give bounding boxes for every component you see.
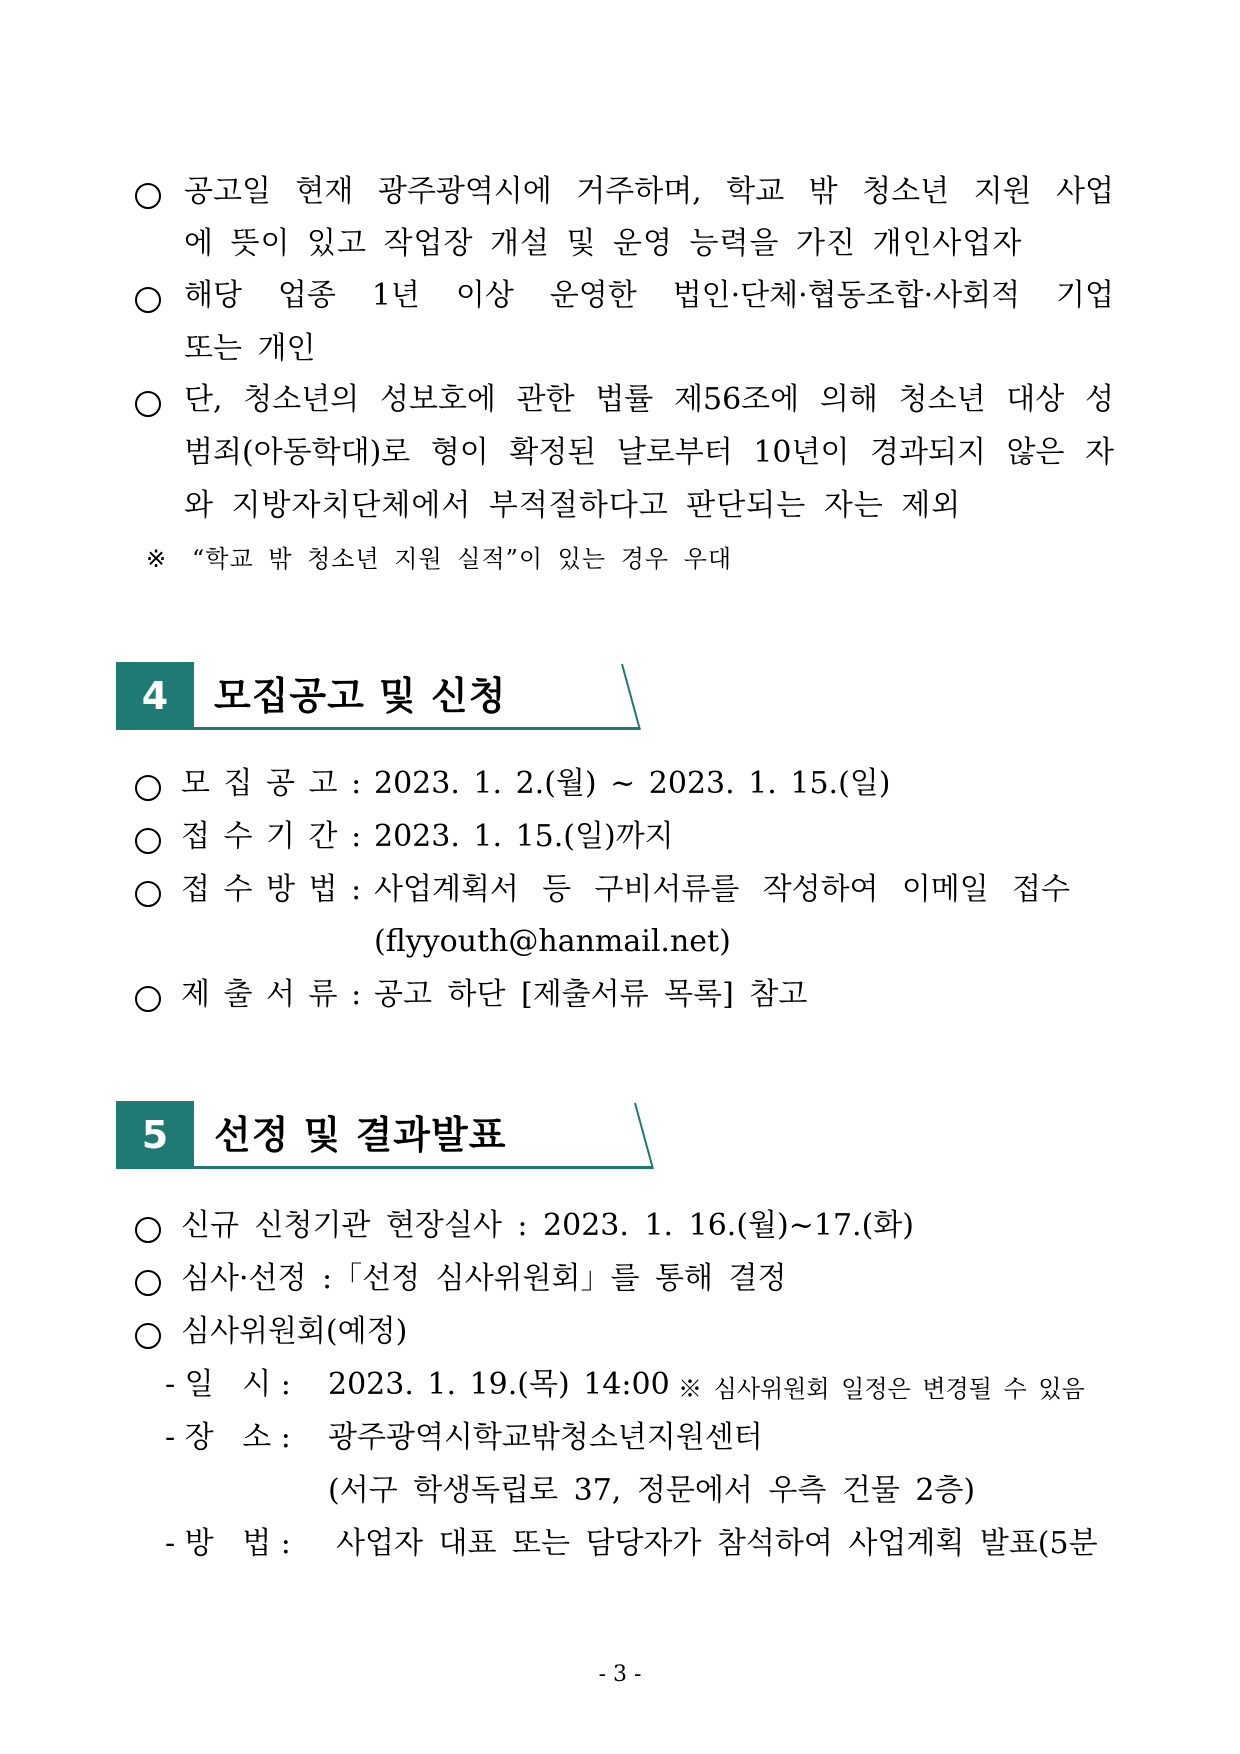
committee-line: 심사위원회(예정) — [181, 1314, 408, 1349]
bullet-circle-icon — [135, 1217, 161, 1243]
recruit-label: 모 집 공 고 : — [181, 766, 362, 801]
method-label: 접 수 방 법 : — [181, 872, 362, 907]
committee-method-label: - 방 법 : — [165, 1526, 291, 1561]
committee-place-value: 광주광역시학교밖청소년지원센터 — [328, 1420, 763, 1455]
eligibility-item-1-line-1: 공고일 현재 광주광역시에 거주하며, 학교 밖 청소년 지원 사업 — [184, 174, 1114, 209]
eligibility-item-3-line-3: 와 지방자치단체에서 부적절하다고 판단되는 자는 제외 — [184, 488, 962, 523]
docs-value: 공고 하단 [제출서류 목록] 참고 — [374, 977, 808, 1012]
section-4-header — [116, 662, 666, 730]
section-4-number: 4 — [116, 662, 194, 730]
eligibility-item-3-line-1: 단, 청소년의 성보호에 관한 법률 제56조에 의해 청소년 대상 성 — [184, 382, 1114, 417]
section-4-title: 모집공고 및 신청 — [214, 674, 507, 718]
eligibility-item-1-line-2: 에 뜻이 있고 작업장 개설 및 운영 능력을 가진 개인사업자 — [184, 226, 1023, 261]
method-value: 사업계획서 등 구비서류를 작성하여 이메일 접수 — [374, 872, 1070, 907]
bullet-circle-icon — [135, 775, 161, 801]
period-value: 2023. 1. 15.(일)까지 — [374, 819, 674, 854]
section-4-slash-decoration — [116, 662, 666, 732]
section-5-number: 5 — [116, 1101, 194, 1169]
bullet-circle-icon — [135, 1323, 161, 1349]
bullet-circle-icon — [135, 183, 161, 209]
bullet-circle-icon — [135, 986, 161, 1012]
note-mark: ※ — [146, 545, 167, 573]
committee-place-detail: (서구 학생독립로 37, 정문에서 우측 건물 2층) — [328, 1473, 976, 1508]
docs-label: 제 출 서 류 : — [181, 977, 362, 1012]
eligibility-item-2-line-1: 해당 업종 1년 이상 운영한 법인·단체·협동조합·사회적 기업 — [184, 278, 1114, 313]
note-preference: “학교 밖 청소년 지원 실적”이 있는 경우 우대 — [192, 545, 733, 573]
method-email: (flyyouth@hanmail.net) — [374, 924, 731, 959]
bullet-circle-icon — [135, 1270, 161, 1296]
page-number: - 3 - — [598, 1662, 642, 1687]
committee-date-label: - 일 시 : — [165, 1367, 291, 1402]
committee-date-note: ※ 심사위원회 일정은 변경될 수 있음 — [678, 1375, 1085, 1403]
section-5-header — [116, 1101, 676, 1169]
eligibility-item-3-line-2: 범죄(아동학대)로 형이 확정된 날로부터 10년이 경과되지 않은 자 — [184, 435, 1114, 470]
section-5-title: 선정 및 결과발표 — [214, 1113, 507, 1157]
period-label: 접 수 기 간 : — [181, 819, 362, 854]
selection-line: 심사·선정 :「선정 심사위원회」를 통해 결정 — [181, 1261, 787, 1296]
bullet-circle-icon — [135, 391, 161, 417]
section-5-slash-decoration — [116, 1101, 676, 1171]
committee-place-label: - 장 소 : — [165, 1420, 291, 1455]
committee-method-value: 사업자 대표 또는 담당자가 참석하여 사업계획 발표(5분 — [336, 1526, 1098, 1561]
committee-date-value: 2023. 1. 19.(목) 14:00 — [328, 1367, 670, 1402]
inspection-line: 신규 신청기관 현장실사 : 2023. 1. 16.(월)~17.(화) — [181, 1208, 914, 1243]
bullet-circle-icon — [135, 881, 161, 907]
bullet-circle-icon — [135, 828, 161, 854]
eligibility-item-2-line-2: 또는 개인 — [184, 331, 316, 366]
recruit-value: 2023. 1. 2.(월) ~ 2023. 1. 15.(일) — [374, 766, 891, 801]
bullet-circle-icon — [135, 287, 161, 313]
